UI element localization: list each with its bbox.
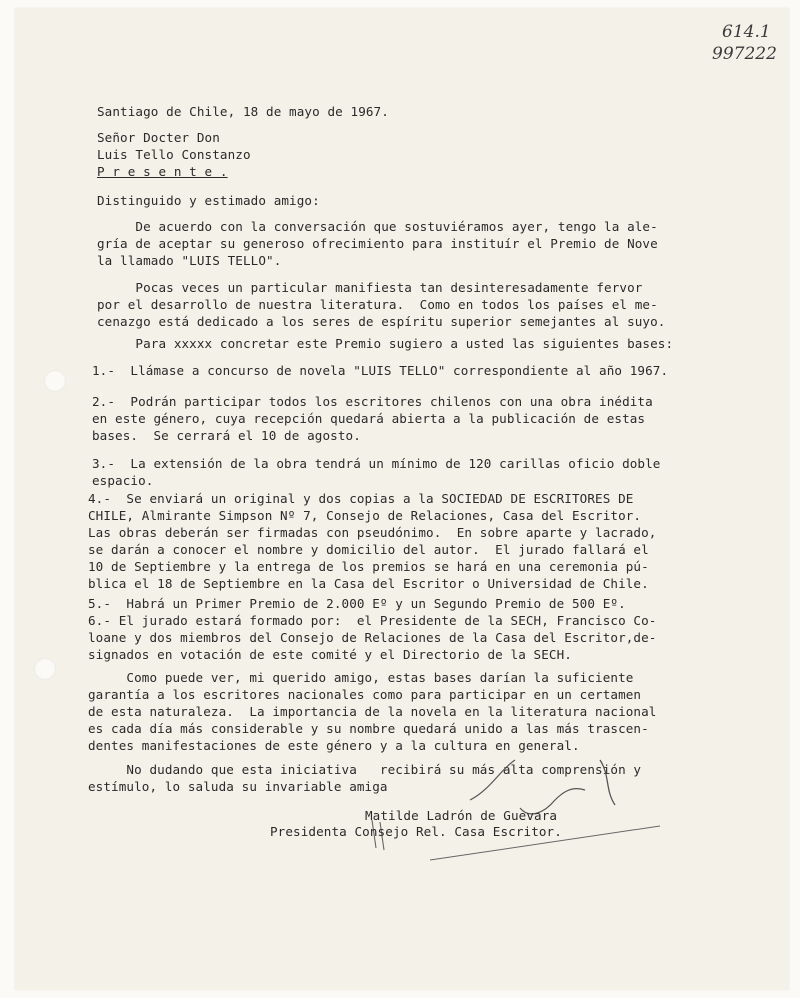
base-item: CHILE, Almirante Simpson Nº 7, Consejo de Relaciones, Casa del Escritor. <box>88 508 642 523</box>
base-item: 5.- Habrá un Primer Premio de 2.000 Eº y un Segundo Premio de 500 Eº. <box>88 596 626 611</box>
base-item: 6.- El jurado estará formado por: el Presidente de la SECH, Francisco Co- <box>88 613 657 628</box>
signature-name: Matilde Ladrón de Guevara <box>365 808 558 823</box>
base-item: 4.- Se enviará un original y dos copias a la SOCIEDAD DE ESCRITORES DE <box>88 491 634 506</box>
paragraph-line: Como puede ver, mi querido amigo, estas bases darían la suficiente <box>88 670 634 685</box>
paragraph-line: gría de aceptar su generoso ofrecimiento para instituír el Premio de Nove <box>97 236 658 251</box>
archive-code: 997222 <box>712 44 777 64</box>
base-item: 10 de Septiembre y la entrega de los premios se hará en una ceremonia pú- <box>88 559 649 574</box>
base-item: signados en votación de este comité y el Directorio de la SECH. <box>88 647 572 662</box>
base-item: se darán a conocer el nombre y domicilio del autor. El jurado fallará el <box>88 542 649 557</box>
signature-title: Presidenta Consejo Rel. Casa Escritor. <box>270 824 562 839</box>
paragraph-line: dentes manifestaciones de este género y a la cultura en general. <box>88 738 580 753</box>
paragraph-line: Pocas veces un particular manifiesta tan desinteresadamente fervor <box>97 280 643 295</box>
closing-line: No dudando que esta iniciativa recibirá su más alta comprensión y <box>88 762 642 777</box>
addressee-line: Señor Docter Don <box>97 130 220 145</box>
base-item: loane y dos miembros del Consejo de Relaciones de la Casa del Escritor,de- <box>88 630 657 645</box>
base-item: espacio. <box>92 473 154 488</box>
base-item: bases. Se cerrará el 10 de agosto. <box>92 428 361 443</box>
base-item: blica el 18 de Septiembre en la Casa del Escritor o Universidad de Chile. <box>88 576 649 591</box>
base-item: Las obras deberán ser firmadas con pseudónimo. En sobre aparte y lacrado, <box>88 525 657 540</box>
base-item: 3.- La extensión de la obra tendrá un mínimo de 120 carillas oficio doble <box>92 456 661 471</box>
paragraph-line: cenazgo está dedicado a los seres de espíritu superior semejantes al suyo. <box>97 314 666 329</box>
paragraph-line: es cada día más considerable y su nombre quedará unido a las más trascen- <box>88 721 649 736</box>
presente: P r e s e n t e . <box>97 164 228 179</box>
paragraph-line: la llamado "LUIS TELLO". <box>97 253 282 268</box>
base-item: en este género, cuya recepción quedará abierta a la publicación de estas <box>92 411 646 426</box>
paragraph-line: de esta naturaleza. La importancia de la novela en la literatura nacional <box>88 704 657 719</box>
archive-code: 614.1 <box>722 22 771 42</box>
paragraph-line: De acuerdo con la conversación que sostuviéramos ayer, tengo la ale- <box>97 219 658 234</box>
paragraph-line: garantía a los escritores nacionales como para participar en un certamen <box>88 687 642 702</box>
addressee-line: Luis Tello Constanzo <box>97 147 251 162</box>
paragraph-line: por el desarrollo de nuestra literatura. Como en todos los países el me- <box>97 297 658 312</box>
paragraph-line: Para xxxxx concretar este Premio sugiero a usted las siguientes bases: <box>97 336 674 351</box>
base-item: 2.- Podrán participar todos los escritores chilenos con una obra inédita <box>92 394 653 409</box>
closing-line: estímulo, lo saluda su invariable amiga <box>88 779 388 794</box>
dateline: Santiago de Chile, 18 de mayo de 1967. <box>97 104 389 119</box>
base-item: 1.- Llámase a concurso de novela "LUIS TELLO" correspondiente al año 1967. <box>92 363 669 378</box>
salutation: Distinguido y estimado amigo: <box>97 193 320 208</box>
